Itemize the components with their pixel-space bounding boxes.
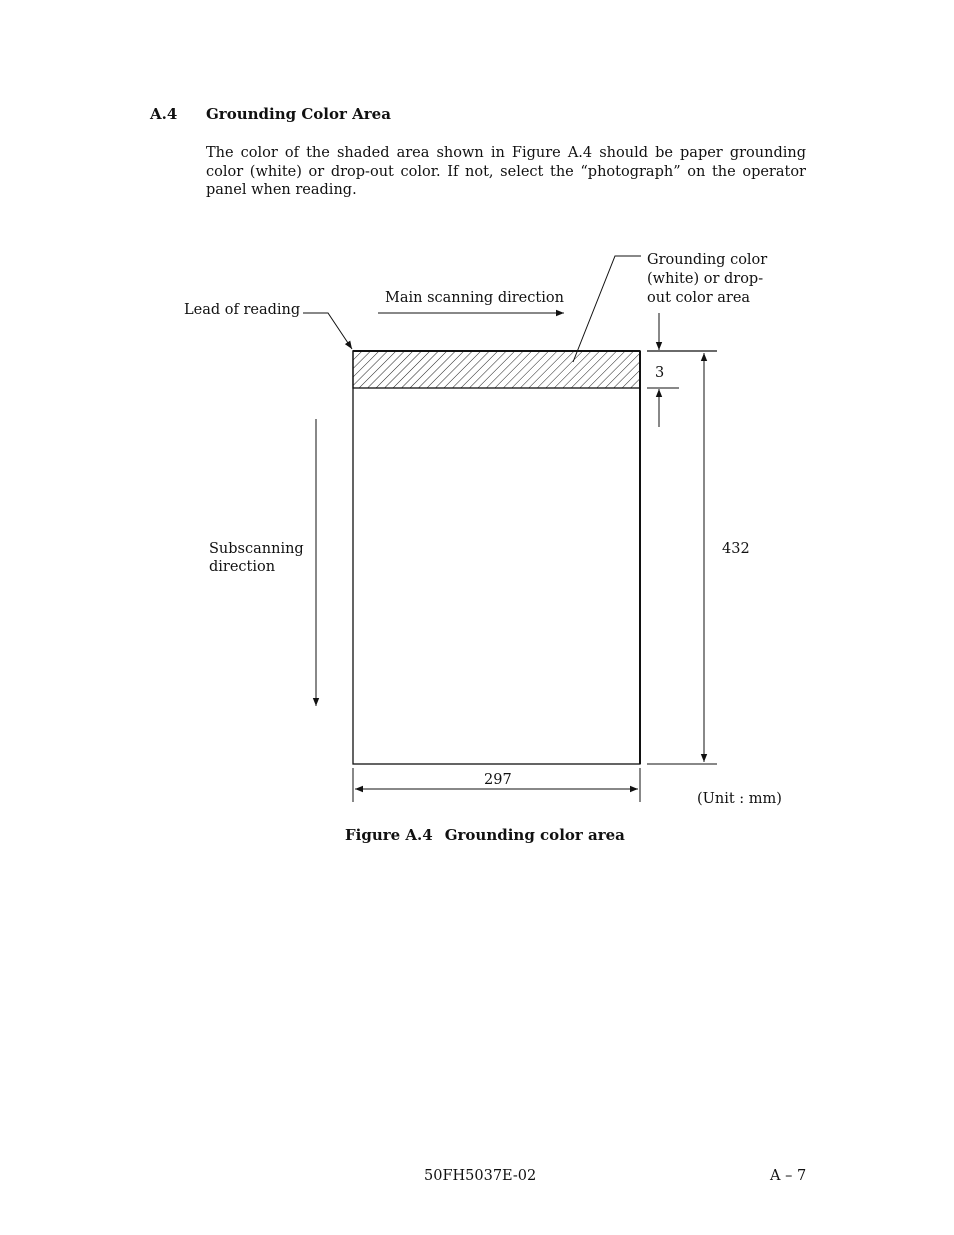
document-page-outline — [353, 351, 640, 764]
footer-page-number: A – 7 — [770, 1168, 807, 1184]
shaded-grounding-area — [353, 351, 640, 388]
body-paragraph: The color of the shaded area shown in Figure A.4 should be paper grounding color (white) or drop-out color. If not, select the “photograph” on the operator panel when reading. — [206, 145, 806, 198]
dim-432-value: 432 — [722, 541, 750, 557]
lead-of-reading-label: Lead of reading — [184, 302, 301, 318]
main-scan-label: Main scanning direction — [385, 290, 564, 306]
lead-leader-line — [303, 313, 352, 349]
dim-297-value: 297 — [484, 772, 512, 788]
caption-title: Grounding color area — [444, 826, 625, 844]
grounding-label-line-3: out color area — [647, 290, 751, 306]
grounding-label-line-2: (white) or drop- — [647, 271, 764, 287]
figure-caption — [345, 826, 625, 844]
grounding-leader-line — [573, 256, 641, 362]
dim-3-value: 3 — [655, 365, 665, 381]
unit-note: (Unit : mm) — [697, 791, 782, 807]
section-number: A.4 — [150, 105, 178, 123]
subscan-label-line-1: Subscanning — [209, 541, 304, 557]
section-title: Grounding Color Area — [206, 105, 391, 123]
grounding-label-line-1: Grounding color — [647, 252, 768, 268]
subscan-label-line-2: direction — [209, 559, 276, 575]
footer-doc-number: 50FH5037E-02 — [424, 1168, 537, 1184]
caption-number: Figure A.4 — [345, 826, 433, 844]
